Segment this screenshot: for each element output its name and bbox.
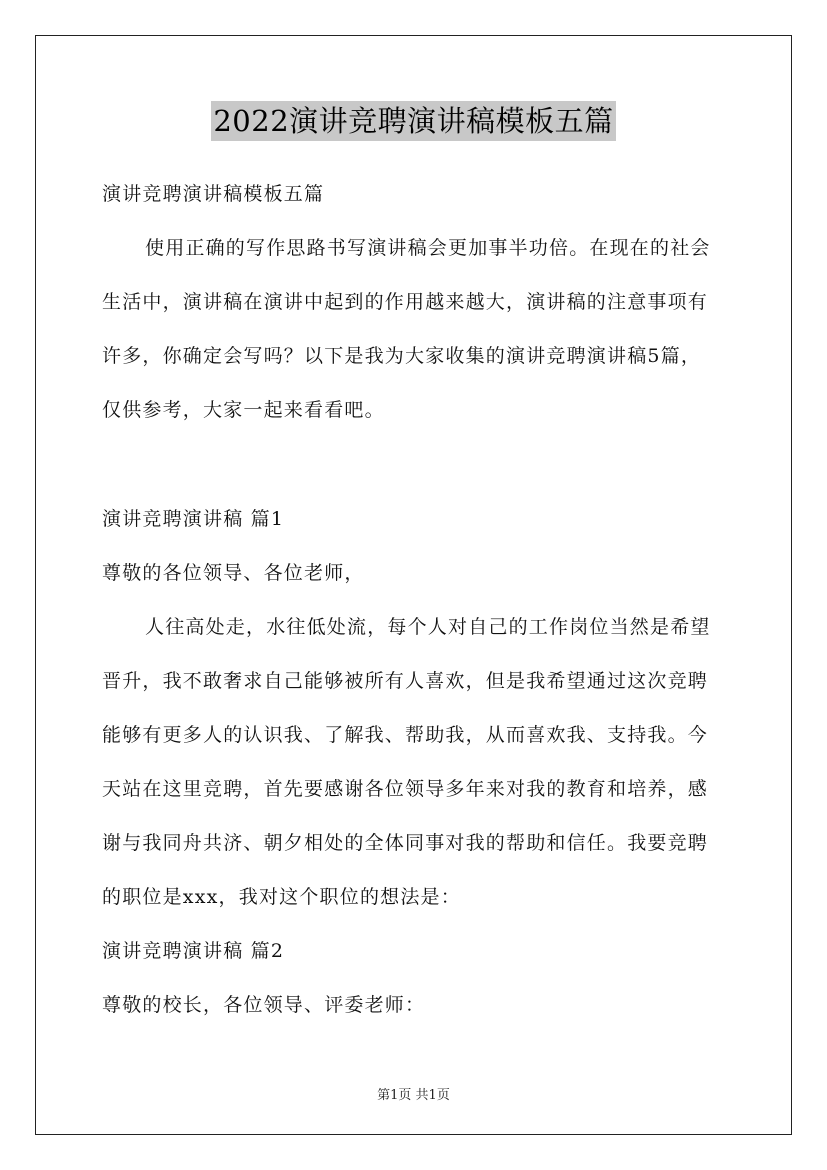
document-subtitle: 演讲竞聘演讲稿模板五篇	[102, 183, 325, 205]
title-container	[0, 101, 827, 141]
document-title: 2022演讲竞聘演讲稿模板五篇	[211, 101, 615, 141]
section1-heading: 演讲竞聘演讲稿 篇1	[102, 508, 285, 530]
page-footer: 第1页 共1页	[377, 1088, 450, 1103]
section1-line-4: 天站在这里竞聘，首先要感谢各位领导多年来对我的教育和培养，感	[102, 778, 709, 800]
section1-line-3: 能够有更多人的认识我、了解我、帮助我，从而喜欢我、支持我。今	[102, 724, 709, 746]
intro-line-4: 仅供参考，大家一起来看看吧。	[102, 399, 385, 421]
section2-heading: 演讲竞聘演讲稿 篇2	[102, 940, 285, 962]
intro-line-3: 许多，你确定会写吗？以下是我为大家收集的演讲竞聘演讲稿5篇，	[102, 345, 702, 367]
section1-greeting: 尊敬的各位领导、各位老师，	[102, 562, 365, 584]
section2-greeting: 尊敬的校长，各位领导、评委老师：	[102, 994, 426, 1016]
section1-line-6: 的职位是xxx，我对这个职位的想法是：	[102, 886, 461, 908]
intro-line-1: 使用正确的写作思路书写演讲稿会更加事半功倍。在现在的社会	[145, 237, 711, 259]
section1-line-2: 晋升，我不敢奢求自己能够被所有人喜欢，但是我希望通过这次竞聘	[102, 670, 709, 692]
section1-line-1: 人往高处走，水往低处流，每个人对自己的工作岗位当然是希望	[145, 616, 711, 638]
intro-line-2: 生活中，演讲稿在演讲中起到的作用越来越大，演讲稿的注意事项有	[102, 291, 709, 313]
section1-line-5: 谢与我同舟共济、朝夕相处的全体同事对我的帮助和信任。我要竞聘	[102, 832, 709, 854]
